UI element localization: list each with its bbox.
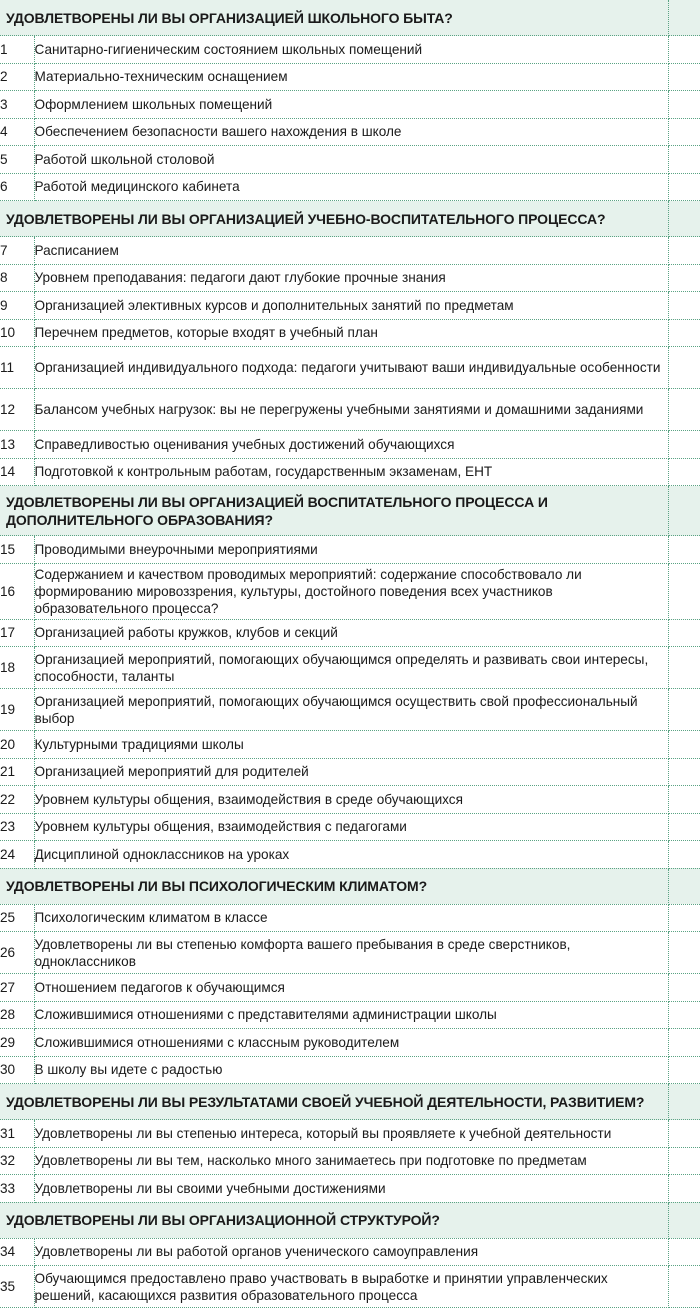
- answer-cell[interactable]: [668, 63, 700, 91]
- table-row: [0, 458, 700, 486]
- table-row: [0, 389, 700, 431]
- section-title: УДОВЛЕТВОРЕНЫ ЛИ ВЫ ОРГАНИЗАЦИЕЙ ВОСПИТАТЕЛЬНОГО ПРОЦЕССА И ДОПОЛНИТЕЛЬНОГО ОБРАЗОВАНИЯ?: [0, 486, 668, 536]
- answer-cell: [668, 1084, 700, 1120]
- item-number: 7: [0, 237, 34, 265]
- table-row: [0, 319, 700, 347]
- answer-cell[interactable]: [668, 1056, 700, 1084]
- item-number: 25: [0, 904, 34, 932]
- item-text: Организацией мероприятий для родителей: [34, 758, 668, 786]
- item-text: Справедливостью оценивания учебных достижений обучающихся: [34, 431, 668, 459]
- item-number: 19: [0, 689, 34, 731]
- answer-cell[interactable]: [668, 91, 700, 119]
- table-row: [0, 619, 700, 647]
- section-header: [0, 486, 700, 536]
- answer-cell[interactable]: [668, 1120, 700, 1148]
- answer-cell[interactable]: [668, 431, 700, 459]
- item-number: 9: [0, 292, 34, 320]
- answer-cell[interactable]: [668, 36, 700, 64]
- item-text: Содержанием и качеством проводимых мероприятий: содержание способствовало ли формированию мировоззрения, культуры, достойного поведения всех участников образовательного процесса?: [34, 563, 668, 619]
- table-row: [0, 146, 700, 174]
- section-header: [0, 0, 700, 36]
- table-row: [0, 1120, 700, 1148]
- table-row: [0, 974, 700, 1002]
- item-text: Сложившимися отношениями с представителями администрации школы: [34, 1001, 668, 1029]
- item-number: 35: [0, 1266, 34, 1308]
- item-number: 34: [0, 1238, 34, 1266]
- item-number: 12: [0, 389, 34, 431]
- item-text: Расписанием: [34, 237, 668, 265]
- table-row: [0, 1029, 700, 1057]
- answer-cell[interactable]: [668, 1147, 700, 1175]
- table-row: [0, 731, 700, 759]
- item-text: Организацией индивидуального подхода: педагоги учитывают ваши индивидуальные особенности: [34, 347, 668, 389]
- table-row: [0, 1147, 700, 1175]
- section-title: УДОВЛЕТВОРЕНЫ ЛИ ВЫ ПСИХОЛОГИЧЕСКИМ КЛИМАТОМ?: [0, 868, 668, 904]
- answer-cell: [668, 486, 700, 536]
- answer-cell[interactable]: [668, 536, 700, 564]
- item-text: В школу вы идете с радостью: [34, 1056, 668, 1084]
- item-text: Дисциплиной одноклассников на уроках: [34, 841, 668, 869]
- item-number: 18: [0, 647, 34, 689]
- answer-cell[interactable]: [668, 619, 700, 647]
- item-number: 16: [0, 563, 34, 619]
- item-text: Удовлетворены ли вы тем, насколько много занимаетесь при подготовке по предметам: [34, 1147, 668, 1175]
- answer-cell[interactable]: [668, 813, 700, 841]
- item-text: Перечнем предметов, которые входят в учебный план: [34, 319, 668, 347]
- table-row: [0, 1001, 700, 1029]
- table-row: [0, 904, 700, 932]
- answer-cell[interactable]: [668, 974, 700, 1002]
- answer-cell: [668, 868, 700, 904]
- answer-cell[interactable]: [668, 319, 700, 347]
- section-header: [0, 1084, 700, 1120]
- table-row: [0, 63, 700, 91]
- answer-cell[interactable]: [668, 904, 700, 932]
- table-row: [0, 647, 700, 689]
- item-number: 30: [0, 1056, 34, 1084]
- item-text: Обеспечением безопасности вашего нахождения в школе: [34, 118, 668, 146]
- answer-cell[interactable]: [668, 563, 700, 619]
- answer-cell: [668, 201, 700, 237]
- table-row: [0, 91, 700, 119]
- section-title: УДОВЛЕТВОРЕНЫ ЛИ ВЫ ОРГАНИЗАЦИЕЙ ШКОЛЬНОГО БЫТА?: [0, 0, 668, 36]
- answer-cell[interactable]: [668, 1238, 700, 1266]
- item-number: 24: [0, 841, 34, 869]
- section-title: УДОВЛЕТВОРЕНЫ ЛИ ВЫ ОРГАНИЗАЦИОННОЙ СТРУКТУРОЙ?: [0, 1202, 668, 1238]
- item-number: 33: [0, 1175, 34, 1203]
- item-text: Отношением педагогов к обучающимся: [34, 974, 668, 1002]
- table-row: [0, 36, 700, 64]
- item-text: Организацией элективных курсов и дополнительных занятий по предметам: [34, 292, 668, 320]
- item-text: Уровнем преподавания: педагоги дают глубокие прочные знания: [34, 264, 668, 292]
- answer-cell[interactable]: [668, 347, 700, 389]
- answer-cell[interactable]: [668, 389, 700, 431]
- item-text: Проводимыми внеурочными мероприятиями: [34, 536, 668, 564]
- item-text: Психологическим климатом в классе: [34, 904, 668, 932]
- item-text: Организацией работы кружков, клубов и секций: [34, 619, 668, 647]
- table-row: [0, 237, 700, 265]
- answer-cell[interactable]: [668, 173, 700, 201]
- item-number: 13: [0, 431, 34, 459]
- item-number: 5: [0, 146, 34, 174]
- answer-cell[interactable]: [668, 146, 700, 174]
- item-text: Удовлетворены ли вы степенью интереса, который вы проявляете к учебной деятельности: [34, 1120, 668, 1148]
- item-text: Санитарно-гигиеническим состоянием школьных помещений: [34, 36, 668, 64]
- table-row: [0, 689, 700, 731]
- table-row: [0, 1056, 700, 1084]
- item-text: Работой школьной столовой: [34, 146, 668, 174]
- item-number: 28: [0, 1001, 34, 1029]
- section-header: [0, 201, 700, 237]
- table-row: [0, 1266, 700, 1308]
- item-text: Культурными традициями школы: [34, 731, 668, 759]
- item-text: Удовлетворены ли вы работой органов ученического самоуправления: [34, 1238, 668, 1266]
- section-title: УДОВЛЕТВОРЕНЫ ЛИ ВЫ ОРГАНИЗАЦИЕЙ УЧЕБНО-ВОСПИТАТЕЛЬНОГО ПРОЦЕССА?: [0, 201, 668, 237]
- item-text: Подготовкой к контрольным работам, государственным экзаменам, ЕНТ: [34, 458, 668, 486]
- item-number: 22: [0, 786, 34, 814]
- item-number: 11: [0, 347, 34, 389]
- item-text: Балансом учебных нагрузок: вы не перегружены учебными занятиями и домашними заданиями: [34, 389, 668, 431]
- item-text: Удовлетворены ли вы своими учебными достижениями: [34, 1175, 668, 1203]
- table-row: [0, 1175, 700, 1203]
- table-row: [0, 347, 700, 389]
- answer-cell[interactable]: [668, 758, 700, 786]
- answer-cell[interactable]: [668, 292, 700, 320]
- answer-cell[interactable]: [668, 841, 700, 869]
- item-text: Материально-техническим оснащением: [34, 63, 668, 91]
- answer-cell[interactable]: [668, 1001, 700, 1029]
- item-text: Организацией мероприятий, помогающих обучающимся определять и развивать свои интересы, способности, таланты: [34, 647, 668, 689]
- item-number: 23: [0, 813, 34, 841]
- table-row: [0, 173, 700, 201]
- answer-cell[interactable]: [668, 647, 700, 689]
- item-number: 26: [0, 932, 34, 974]
- item-number: 17: [0, 619, 34, 647]
- section-title: УДОВЛЕТВОРЕНЫ ЛИ ВЫ РЕЗУЛЬТАТАМИ СВОЕЙ УЧЕБНОЙ ДЕЯТЕЛЬНОСТИ, РАЗВИТИЕМ?: [0, 1084, 668, 1120]
- item-number: 3: [0, 91, 34, 119]
- table-row: [0, 118, 700, 146]
- item-text: Уровнем культуры общения, взаимодействия в среде обучающихся: [34, 786, 668, 814]
- item-number: 32: [0, 1147, 34, 1175]
- item-text: Оформлением школьных помещений: [34, 91, 668, 119]
- item-number: 21: [0, 758, 34, 786]
- table-row: [0, 264, 700, 292]
- item-number: 2: [0, 63, 34, 91]
- item-number: 1: [0, 36, 34, 64]
- table-row: [0, 1238, 700, 1266]
- item-text: Обучающимся предоставлено право участвовать в выработке и принятии управленческих решений, касающихся развития образовательного процесса: [34, 1266, 668, 1308]
- item-number: 31: [0, 1120, 34, 1148]
- item-text: Работой медицинского кабинета: [34, 173, 668, 201]
- table-row: [0, 431, 700, 459]
- table-row: [0, 563, 700, 619]
- item-number: 20: [0, 731, 34, 759]
- item-number: 29: [0, 1029, 34, 1057]
- answer-cell[interactable]: [668, 932, 700, 974]
- table-row: [0, 841, 700, 869]
- item-number: 14: [0, 458, 34, 486]
- table-row: [0, 932, 700, 974]
- item-number: 6: [0, 173, 34, 201]
- answer-cell[interactable]: [668, 458, 700, 486]
- item-number: 27: [0, 974, 34, 1002]
- answer-cell[interactable]: [668, 1029, 700, 1057]
- item-number: 8: [0, 264, 34, 292]
- item-text: Организацией мероприятий, помогающих обучающимся осуществить свой профессиональный выбор: [34, 689, 668, 731]
- answer-cell[interactable]: [668, 689, 700, 731]
- answer-cell[interactable]: [668, 731, 700, 759]
- table-row: [0, 536, 700, 564]
- answer-cell[interactable]: [668, 1266, 700, 1308]
- answer-cell[interactable]: [668, 237, 700, 265]
- answer-cell[interactable]: [668, 264, 700, 292]
- answer-cell[interactable]: [668, 786, 700, 814]
- section-header: [0, 1202, 700, 1238]
- item-text: Удовлетворены ли вы степенью комфорта вашего пребывания в среде сверстников, одноклассников: [34, 932, 668, 974]
- answer-cell: [668, 0, 700, 36]
- table-row: [0, 786, 700, 814]
- item-number: 15: [0, 536, 34, 564]
- answer-cell[interactable]: [668, 1175, 700, 1203]
- item-number: 4: [0, 118, 34, 146]
- item-number: 10: [0, 319, 34, 347]
- answer-cell[interactable]: [668, 118, 700, 146]
- table-row: [0, 758, 700, 786]
- table-row: [0, 292, 700, 320]
- answer-cell: [668, 1202, 700, 1238]
- section-header: [0, 868, 700, 904]
- item-text: Уровнем культуры общения, взаимодействия с педагогами: [34, 813, 668, 841]
- table-row: [0, 813, 700, 841]
- item-text: Сложившимися отношениями с классным руководителем: [34, 1029, 668, 1057]
